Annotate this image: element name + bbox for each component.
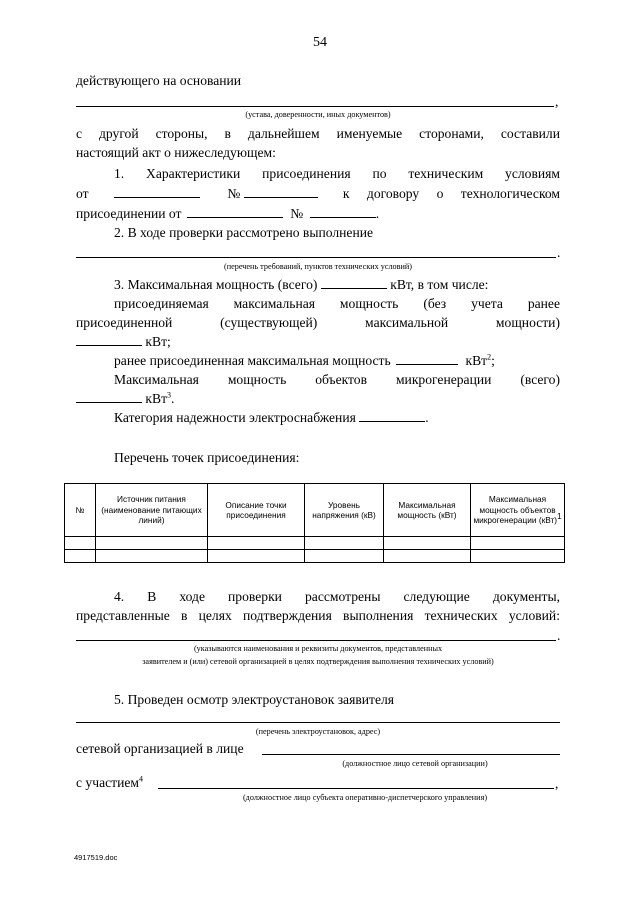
p5-line: 5. Проведен осмотр электроустановок заявителя — [114, 692, 395, 707]
final-comma: , — [555, 776, 559, 791]
footnote-4: 4 — [138, 774, 143, 784]
blank-documents-list — [76, 640, 556, 641]
blank-net-org — [262, 754, 560, 755]
p3-reliability: Категория надежности электроснабжения — [114, 410, 356, 425]
table-row — [65, 537, 565, 550]
blank-prior-power — [396, 353, 458, 365]
p3-line-2: присоединяемая максимальная мощность (без учета ранее — [114, 296, 560, 311]
blank-contract-date — [187, 206, 283, 218]
p2-dot: . — [557, 245, 561, 260]
p3-line-8 — [76, 410, 560, 426]
blank-reliability — [359, 410, 425, 422]
caption-docs-1: (указываются наименования и реквизиты документов, представленных — [193, 644, 443, 653]
caption-net-org: (должностное лицо сетевой организации) — [342, 759, 488, 768]
p4-line-1: 4. В ходе проверки рассмотрены следующие документы, — [114, 589, 560, 604]
header-max-power: Максимальная мощность (кВт) — [384, 484, 471, 537]
table-header-row — [65, 484, 565, 537]
p3-kvt-including: кВт, в том числе: — [390, 277, 489, 292]
blank-contract-number — [310, 206, 376, 218]
header-microgen-text: Максимальная мощность объектов микрогенерации (кВт) — [473, 494, 558, 526]
header-microgen — [471, 484, 565, 537]
p1-dot: . — [375, 206, 380, 221]
p3-max-power: 3. Максимальная мощность (всего) — [114, 277, 318, 292]
caption-installations: (перечень электроустановок, адрес) — [255, 727, 381, 736]
blank-dispatch — [158, 788, 554, 789]
p3-kvt: кВт; — [145, 334, 171, 349]
blank-microgen-power — [76, 391, 142, 403]
p3-prior-power: ранее присоединенная максимальная мощность — [114, 353, 391, 368]
p1-line-2 — [76, 186, 560, 202]
net-org-line: сетевой организацией в лице — [76, 741, 244, 756]
caption-ustav: (устава, доверенности, иных документов) — [245, 110, 391, 119]
footnote-2: 2 — [487, 352, 492, 362]
blank-installations — [76, 722, 560, 723]
p3-line-7 — [76, 391, 560, 407]
p1-contract: к договору о технологическом — [342, 186, 560, 201]
p1-num: № — [227, 186, 241, 201]
p3-semicolon: ; — [491, 353, 495, 368]
p1-line-3 — [76, 206, 560, 222]
blank-tu-date — [114, 186, 200, 198]
caption-dispatch: (должностное лицо субъекта оперативно-диспетчерского управления) — [242, 793, 488, 802]
intro-line-2: настоящий акт о нижеследующем: — [76, 145, 276, 160]
p3-line-5 — [76, 353, 560, 369]
blank-documents — [76, 106, 554, 107]
header-source: Источник питания (наименование питающих линий) — [96, 484, 208, 537]
p3-line-3: присоединенной (существующей) максимальной мощности) — [76, 315, 560, 330]
line-basis: действующего на основании — [76, 73, 242, 88]
table-row — [65, 550, 565, 563]
participation-text: с участием — [76, 775, 139, 790]
p3-kvt-2: кВт — [465, 353, 488, 368]
connection-points-table — [64, 483, 565, 563]
blank-requirements — [76, 257, 556, 258]
p3-line-6: Максимальная мощность объектов микрогенерации (всего) — [114, 372, 560, 387]
header-voltage: Уровень напряжения (кВ) — [305, 484, 384, 537]
blank-tu-number — [244, 186, 318, 198]
page-number: 54 — [313, 35, 327, 50]
blank-total-power — [321, 277, 387, 289]
header-number: № — [65, 484, 96, 537]
footnote-1: 1 — [557, 512, 562, 522]
points-title: Перечень точек присоединения: — [114, 450, 300, 465]
p1-line-1: 1. Характеристики присоединения по техническим условиям — [114, 166, 560, 181]
p2-line: 2. В ходе проверки рассмотрено выполнение — [114, 225, 374, 240]
p1-connection-from: присоединении от — [76, 206, 182, 221]
intro-line-1: с другой стороны, в дальнейшем именуемые сторонами, составили — [76, 126, 560, 141]
footnote-3: 3 — [167, 390, 172, 400]
header-point: Описание точки присоединения — [208, 484, 305, 537]
p3-line-4 — [76, 334, 560, 350]
blank-connected-power — [76, 334, 142, 346]
comma: , — [555, 94, 559, 109]
caption-docs-2: заявителем и (или) сетевой организацией в целях подтверждения выполнения технических условий) — [142, 657, 494, 666]
p3-dot-2: . — [425, 410, 429, 425]
p4-line-2: представленные в целях подтверждения выполнения технических условий: — [76, 608, 560, 623]
p3-line-1 — [76, 277, 560, 293]
footer-filename: 4917519.doc — [74, 853, 118, 862]
caption-requirements: (перечень требований, пунктов технических условий) — [224, 262, 412, 271]
p3-kvt-3: кВт — [145, 391, 168, 406]
p4-dot: . — [557, 628, 561, 643]
p1-num2: № — [290, 206, 304, 221]
p1-ot: от — [76, 186, 89, 201]
p3-dot: . — [171, 391, 175, 406]
